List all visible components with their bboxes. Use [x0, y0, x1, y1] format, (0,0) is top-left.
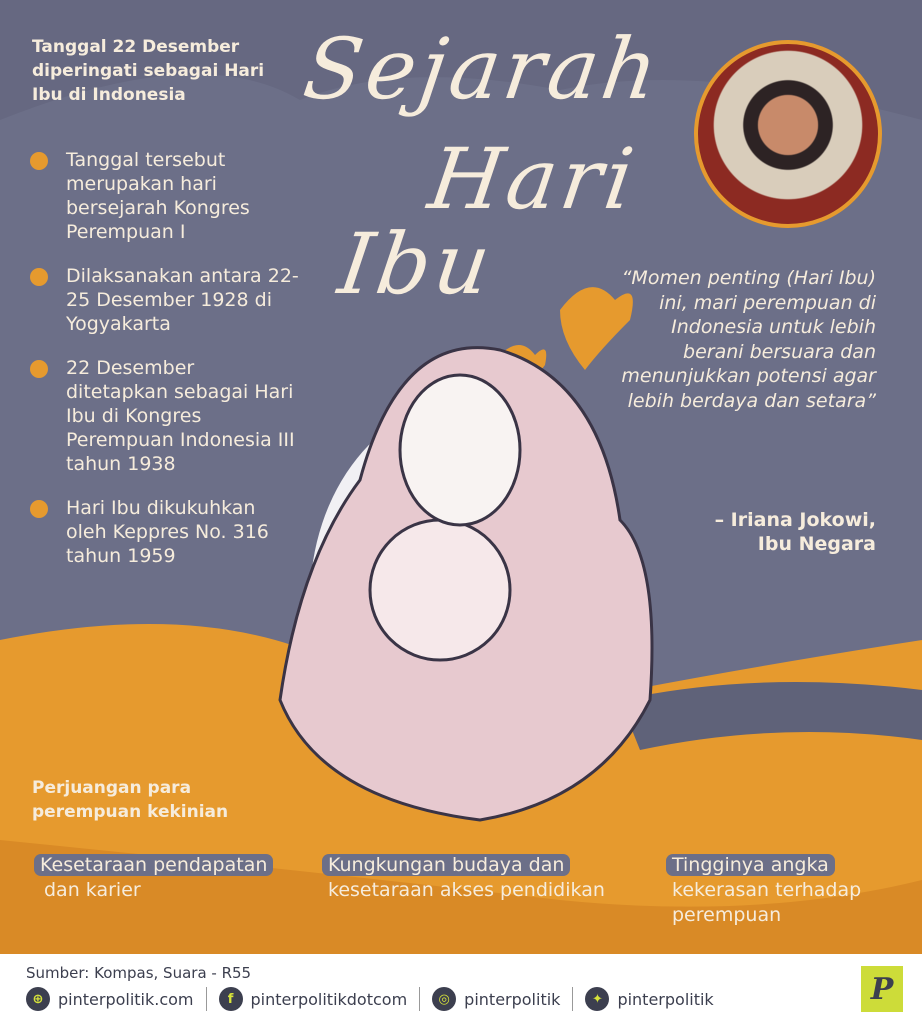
struggle-item — [322, 853, 605, 903]
social-facebook[interactable] — [207, 987, 421, 1011]
social-label: pinterpolitik — [464, 989, 561, 1009]
social-links — [26, 987, 726, 1011]
bullet-dot-icon — [30, 268, 48, 286]
globe-icon: ⊕ — [26, 987, 50, 1011]
pinterpolitik-logo: P — [861, 966, 903, 1012]
bullet-dot-icon — [30, 500, 48, 518]
quote-text: “Momen penting (Hari Ibu) ini, mari perempuan di Indonesia untuk lebih berani bersuara dan menunjukkan potensi agar lebih berdaya dan setara” — [621, 267, 876, 412]
struggle-heading: Perjuangan para perempuan kekinian — [32, 778, 229, 822]
social-label: pinterpolitik — [617, 989, 714, 1009]
social-label: pinterpolitikdotcom — [250, 989, 408, 1009]
struggle-rest: kekerasan terhadap perempuan — [672, 879, 862, 926]
struggle-highlight: Tingginya angka — [666, 854, 835, 876]
fact-item: 22 Desember ditetapkan sebagai Hari Ibu di Kongres Perempuan Indonesia III tahun 1938 — [30, 356, 300, 476]
struggle-item — [34, 853, 273, 903]
fact-item: Tanggal tersebut merupakan hari bersejarah Kongres Perempuan I — [30, 148, 300, 244]
twitter-icon: ✦ — [585, 987, 609, 1011]
instagram-icon: ◎ — [432, 987, 456, 1011]
social-label: pinterpolitik.com — [58, 989, 194, 1009]
title-line-3: Ibu — [333, 215, 500, 313]
struggle-rest: dan karier — [44, 879, 141, 901]
struggle-rest: kesetaraan akses pendidikan — [328, 879, 605, 901]
fact-item: Hari Ibu dikukuhkan oleh Keppres No. 316 tahun 1959 — [30, 496, 300, 568]
bullet-dot-icon — [30, 360, 48, 378]
social-instagram[interactable] — [420, 987, 573, 1011]
intro-text: Tanggal 22 Desember diperingati sebagai Hari Ibu di Indonesia — [32, 37, 265, 105]
struggle-highlight: Kungkungan budaya dan — [322, 854, 570, 876]
struggle-item — [666, 853, 896, 928]
bullet-dot-icon — [30, 152, 48, 170]
source-text: Sumber: Kompas, Suara - R55 — [26, 964, 252, 982]
quote-author — [715, 508, 876, 556]
facts-list — [30, 148, 300, 588]
struggle-highlight: Kesetaraan pendapatan — [34, 854, 273, 876]
social-website[interactable] — [26, 987, 207, 1011]
title-line-2: Hari — [423, 130, 644, 228]
footer — [0, 954, 922, 1024]
author-name: – Iriana Jokowi, — [714, 509, 876, 531]
social-twitter[interactable] — [573, 987, 725, 1011]
title-line-1: Sejarah — [298, 20, 668, 118]
author-title: Ibu Negara — [757, 533, 876, 555]
fact-item: Dilaksanakan antara 22-25 Desember 1928 di Yogyakarta — [30, 264, 300, 336]
facebook-icon: f — [219, 987, 243, 1011]
portrait-photo — [694, 40, 882, 228]
